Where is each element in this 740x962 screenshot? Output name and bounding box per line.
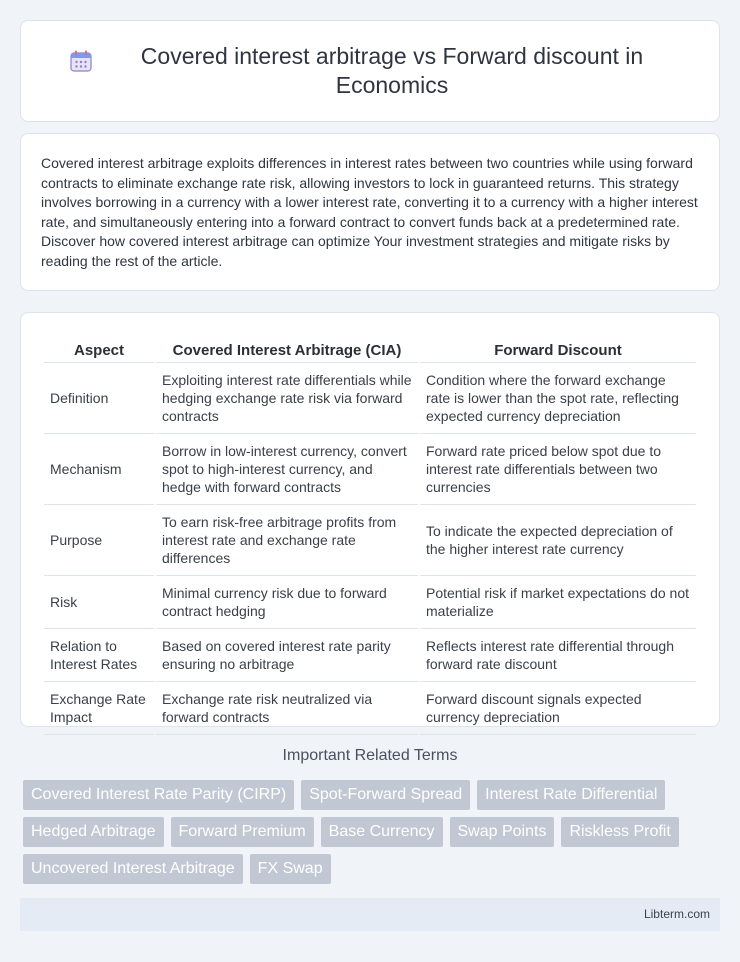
intro-paragraph: Covered interest arbitrage exploits differences in interest rates between two countries while using forward contracts to eliminate exchange rate risk, allowing investors to lock in guaranteed returns. This strategy involves borrowing in a currency with a lower interest rate, converting it to a currency with a higher interest rate, and simultaneously entering into a forward contract to convert funds back at a predetermined rate. Discover how covered interest arbitrage can optimize Your investment strategies and mitigate risks by reading the rest of the article.	[41, 155, 698, 269]
header-cia: Covered Interest Arbitrage (CIA)	[156, 333, 418, 363]
related-term-tag[interactable]: Base Currency	[321, 817, 443, 847]
cell-aspect: Risk	[44, 576, 154, 629]
related-terms-title: Important Related Terms	[282, 747, 458, 764]
related-term-tag[interactable]: Uncovered Interest Arbitrage	[23, 854, 243, 884]
cell-cia: Exploiting interest rate differentials while hedging exchange rate risk via forward contracts	[156, 363, 418, 434]
table-header-row	[44, 333, 696, 363]
cell-aspect: Purpose	[44, 505, 154, 576]
cell-cia: Exchange rate risk neutralized via forward contracts	[156, 682, 418, 735]
table-row	[44, 363, 696, 434]
intro-card	[20, 133, 720, 291]
title-card	[20, 20, 720, 122]
related-term-tag[interactable]: Riskless Profit	[561, 817, 678, 847]
cell-aspect: Relation to Interest Rates	[44, 629, 154, 682]
related-term-tag[interactable]: Covered Interest Rate Parity (CIRP)	[23, 780, 294, 810]
cell-forward-discount: Condition where the forward exchange rate is lower than the spot rate, reflecting expected currency depreciation	[420, 363, 696, 434]
related-term-tag[interactable]: Spot-Forward Spread	[301, 780, 470, 810]
cell-forward-discount: Reflects interest rate differential through forward rate discount	[420, 629, 696, 682]
related-term-tag[interactable]: Forward Premium	[171, 817, 314, 847]
related-term-tag[interactable]: Hedged Arbitrage	[23, 817, 164, 847]
footer	[20, 898, 720, 931]
calendar-icon	[68, 48, 94, 74]
header-forward-discount: Forward Discount	[420, 333, 696, 363]
comparison-table	[42, 333, 698, 735]
cell-aspect: Definition	[44, 363, 154, 434]
cell-cia: Based on covered interest rate parity ensuring no arbitrage	[156, 629, 418, 682]
comparison-table-card	[20, 312, 720, 727]
page-title: Covered interest arbitrage vs Forward discount in Economics	[140, 43, 644, 98]
cell-aspect: Mechanism	[44, 434, 154, 505]
cell-forward-discount: Forward discount signals expected currency depreciation	[420, 682, 696, 735]
header-aspect: Aspect	[44, 333, 154, 363]
table-row	[44, 682, 696, 735]
footer-site-link[interactable]: Libterm.com	[643, 907, 710, 921]
table-row	[44, 629, 696, 682]
cell-forward-discount: Potential risk if market expectations do not materialize	[420, 576, 696, 629]
table-row	[44, 505, 696, 576]
cell-cia: Borrow in low-interest currency, convert spot to high-interest currency, and hedge with forward contracts	[156, 434, 418, 505]
table-row	[44, 576, 696, 629]
cell-aspect: Exchange Rate Impact	[44, 682, 154, 735]
cell-cia: Minimal currency risk due to forward contract hedging	[156, 576, 418, 629]
related-term-tag[interactable]: FX Swap	[250, 854, 331, 884]
cell-forward-discount: To indicate the expected depreciation of the higher interest rate currency	[420, 505, 696, 576]
related-term-tag[interactable]: Swap Points	[450, 817, 555, 847]
cell-forward-discount: Forward rate priced below spot due to interest rate differentials between two currencies	[420, 434, 696, 505]
related-term-tag[interactable]: Interest Rate Differential	[477, 780, 665, 810]
related-terms-list	[23, 780, 723, 884]
table-row	[44, 434, 696, 505]
cell-cia: To earn risk-free arbitrage profits from interest rate and exchange rate differences	[156, 505, 418, 576]
